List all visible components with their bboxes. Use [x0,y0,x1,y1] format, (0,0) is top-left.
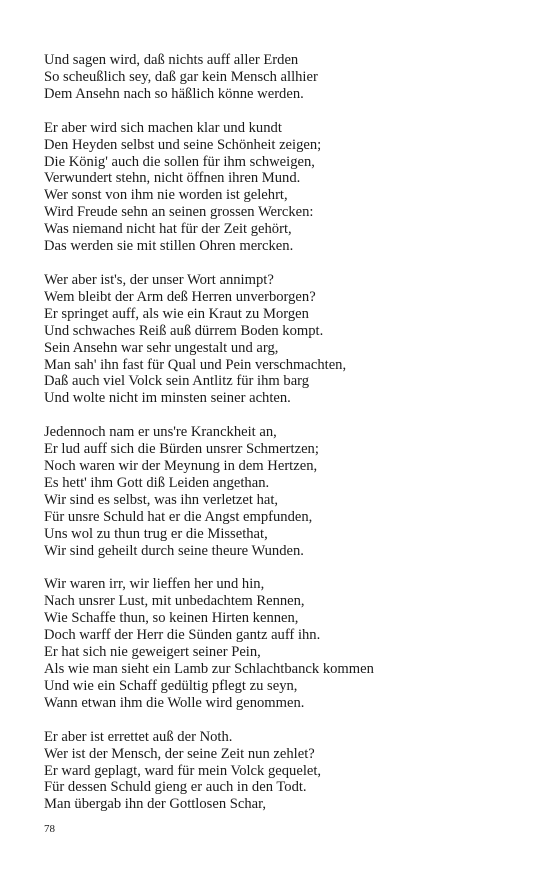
stanza-6 [44,729,524,814]
poem-line: Doch warff der Herr die Sünden gantz auff ihn. [44,627,321,644]
poem-line: Uns wol zu thun trug er die Missethat, [44,525,268,542]
stanza-1 [44,52,524,103]
poem-line: Und schwaches Reiß auß dürrem Boden kompt. [44,322,324,339]
poem-line: Wir sind es selbst, was ihn verletzet hat, [44,491,279,508]
poem-line: Wer ist der Mensch, der seine Zeit nun zehlet? [44,745,315,762]
stanza-5 [44,576,524,711]
poem-line: Er hat sich nie geweigert seiner Pein, [44,644,261,661]
poem-line: Und sagen wird, daß nichts auff aller Erden [44,52,299,68]
poem-line: Man sah' ihn fast für Qual und Pein verschmachten, [44,356,347,373]
poem-line: Wem bleibt der Arm deß Herren unverborgen? [44,288,316,305]
poem-line: Er aber wird sich machen klar und kundt [44,119,282,136]
stanza-4 [44,424,524,559]
poem-line: Daß auch viel Volck sein Antlitz für ihm barg [44,373,310,390]
poem-line: Was niemand nicht hat für der Zeit gehört, [44,221,292,238]
poem-line: Dem Ansehn nach so häßlich könne werden. [44,85,304,102]
stanza-2 [44,120,524,255]
poem-line: Er springet auff, als wie ein Kraut zu Morgen [44,305,309,322]
poem-line: Den Heyden selbst und seine Schönheit zeigen; [44,136,322,153]
poem-text [44,52,524,830]
poem-line: Wann etwan ihm die Wolle wird genommen. [44,694,305,711]
poem-line: Er aber ist errettet auß der Noth. [44,728,233,745]
poem-line: Die König' auch die sollen für ihm schweigen, [44,153,315,170]
poem-line: Für dessen Schuld gieng er auch in den Todt. [44,779,307,796]
poem-line: Man übergab ihn der Gottlosen Schar, [44,796,267,813]
poem-line: Es hett' ihm Gott diß Leiden angethan. [44,474,270,491]
poem-line: Er ward geplagt, ward für mein Volck gequelet, [44,762,322,779]
poem-line: Er lud auff sich die Bürden unsrer Schmertzen; [44,441,319,458]
poem-line: Nach unsrer Lust, mit unbedachtem Rennen, [44,593,305,610]
poem-line: Als wie man sieht ein Lamb zur Schlachtbanck kommen [44,661,374,677]
poem-line: Sein Ansehn war sehr ungestalt und arg, [44,339,279,356]
poem-line: Für unsre Schuld hat er die Angst empfunden, [44,508,313,525]
poem-line: Wir waren irr, wir lieffen her und hin, [44,576,265,593]
poem-line: Jedennoch nam er uns're Kranckheit an, [44,424,277,441]
poem-line: Wie Schaffe thun, so keinen Hirten kennen, [44,610,299,627]
poem-line: Verwundert stehn, nicht öffnen ihren Mund. [44,170,301,187]
poem-line: Wir sind geheilt durch seine theure Wunden. [44,542,304,559]
poem-line: Wer aber ist's, der unser Wort annimpt? [44,271,274,288]
page-number: 78 [44,823,55,835]
poem-line: Und wie ein Schaff gedültig pflegt zu seyn, [44,677,298,694]
poem-line: So scheußlich sey, daß gar kein Mensch allhier [44,68,318,85]
poem-line: Und wolte nicht im minsten seiner achten. [44,390,291,407]
poem-line: Das werden sie mit stillen Ohren mercken. [44,238,294,255]
poem-line: Noch waren wir der Meynung in dem Hertzen, [44,458,318,475]
poem-line: Wird Freude sehn an seinen grossen Wercken: [44,204,314,221]
stanza-3 [44,272,524,407]
poem-line: Wer sonst von ihm nie worden ist gelehrt, [44,187,288,204]
